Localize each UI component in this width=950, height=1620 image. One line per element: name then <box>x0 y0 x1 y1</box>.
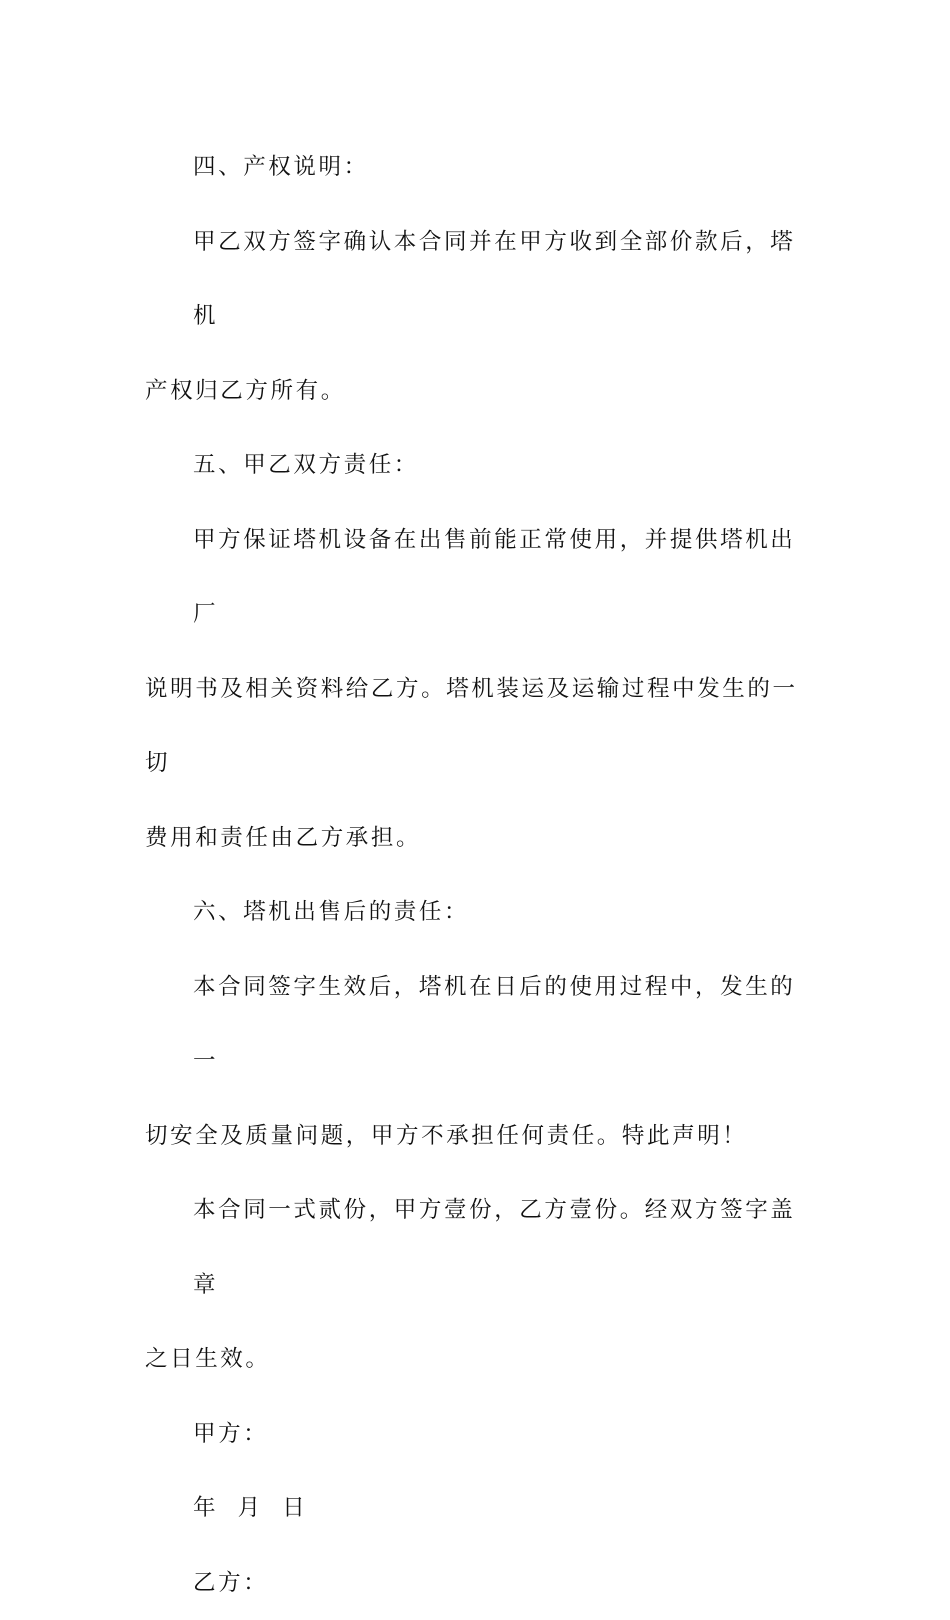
date-line: 年 月 日 <box>145 1471 810 1546</box>
heading-after-sale <box>145 875 810 950</box>
paragraph-line: 说明书及相关资料给乙方。塔机装运及运输过程中发生的一切 <box>145 652 810 801</box>
paragraph-after-sale <box>145 950 810 1174</box>
signature-line: 乙方： <box>145 1546 810 1620</box>
paragraph-property-rights <box>145 205 810 429</box>
paragraph-line: 本合同一式贰份，甲方壹份，乙方壹份。经双方签字盖章 <box>145 1173 810 1322</box>
paragraph-line: 产权归乙方所有。 <box>145 354 810 429</box>
paragraph-line: 甲方保证塔机设备在出售前能正常使用，并提供塔机出厂 <box>145 503 810 652</box>
paragraph-line: 切安全及质量问题，甲方不承担任何责任。特此声明！ <box>145 1099 810 1174</box>
document-body <box>145 130 810 1620</box>
paragraph-line: 甲乙双方签字确认本合同并在甲方收到全部价款后，塔机 <box>145 205 810 354</box>
heading-line: 六、塔机出售后的责任： <box>145 875 810 950</box>
paragraph-line: 之日生效。 <box>145 1322 810 1397</box>
heading-line: 四、产权说明： <box>145 130 810 205</box>
heading-responsibilities <box>145 428 810 503</box>
signature-line: 甲方： <box>145 1397 810 1472</box>
signature-party-a <box>145 1397 810 1472</box>
signature-date <box>145 1471 810 1546</box>
paragraph-responsibilities <box>145 503 810 876</box>
signature-party-b <box>145 1546 810 1620</box>
heading-line: 五、甲乙双方责任： <box>145 428 810 503</box>
heading-property-rights <box>145 130 810 205</box>
paragraph-line: 费用和责任由乙方承担。 <box>145 801 810 876</box>
paragraph-copies <box>145 1173 810 1397</box>
paragraph-line: 本合同签字生效后，塔机在日后的使用过程中，发生的一 <box>145 950 810 1099</box>
